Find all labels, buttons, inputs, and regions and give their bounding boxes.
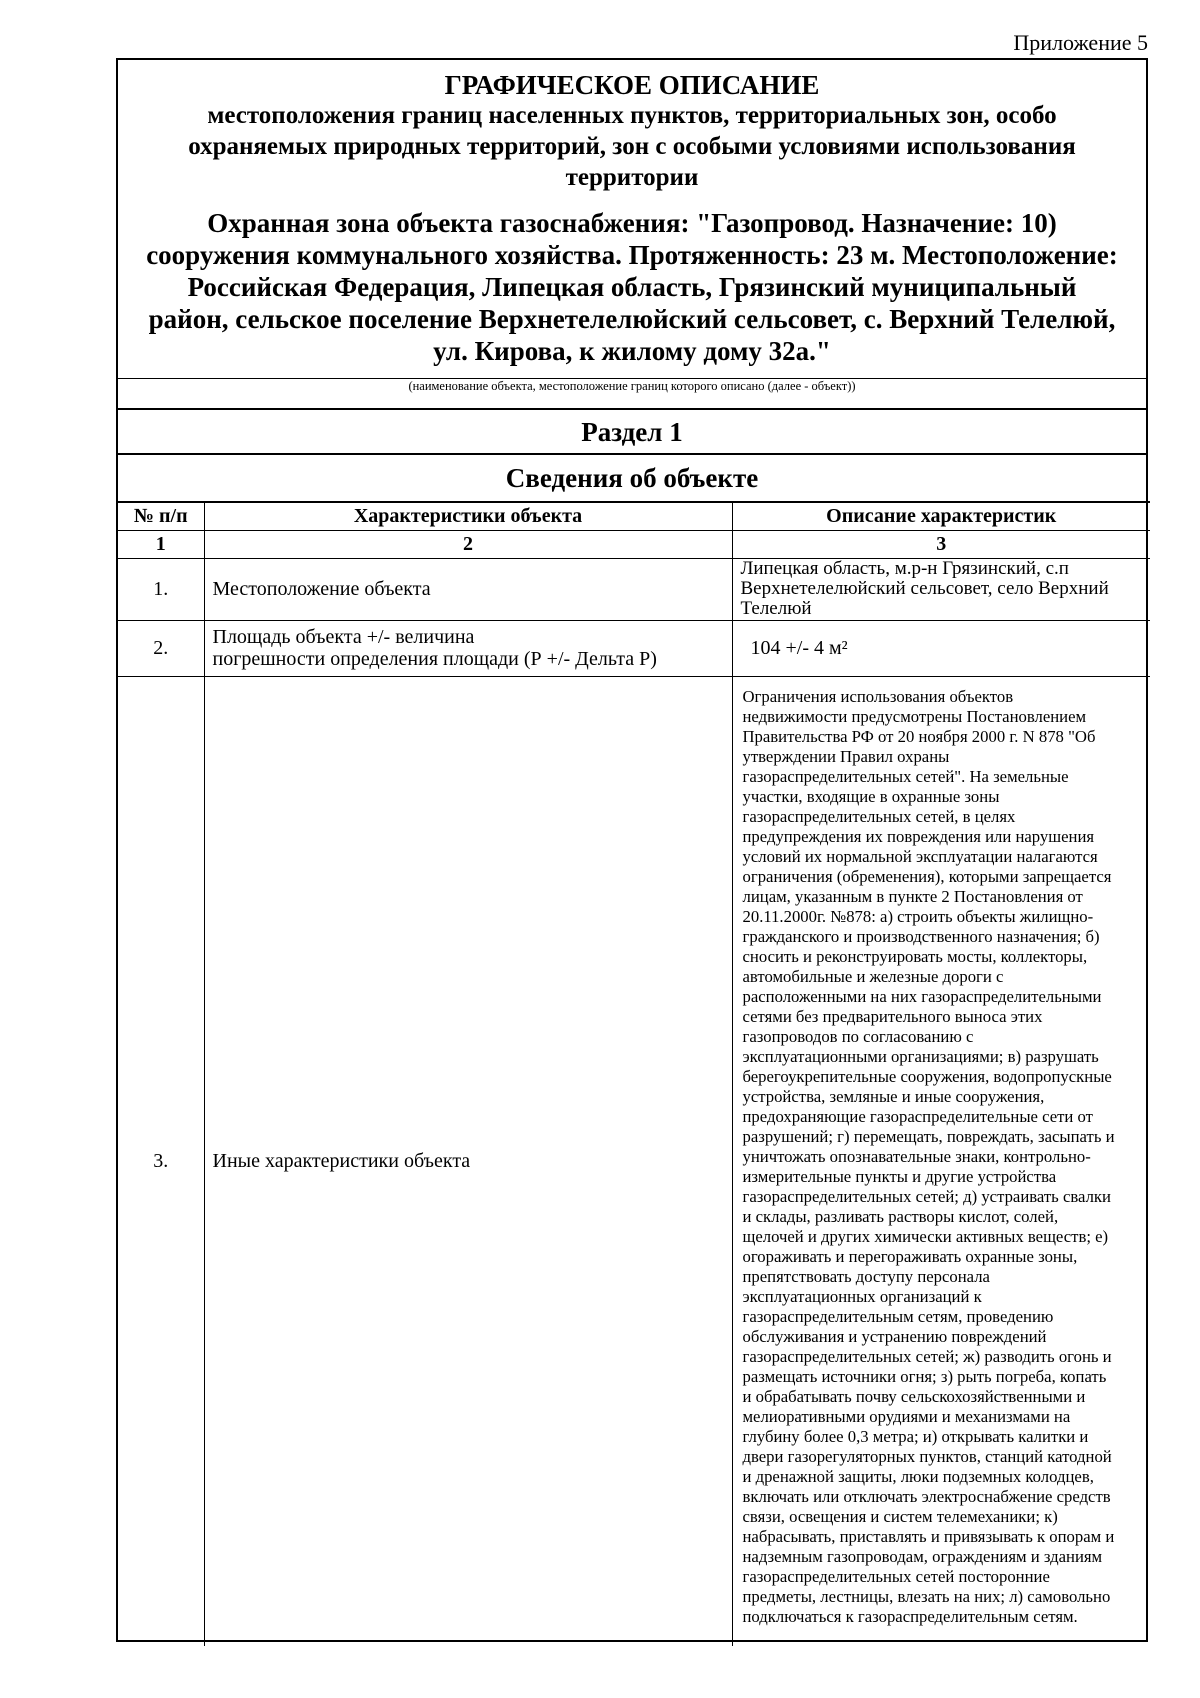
appendix-label: Приложение 5	[1013, 30, 1148, 55]
description-line: ограничения (обременения), которыми запрещается	[742, 866, 1112, 886]
column-number: 2	[204, 530, 732, 558]
subtitle-line: охраняемых природных территорий, зон с особыми условиями использования	[188, 133, 1076, 160]
row-characteristic: Местоположение объекта	[204, 558, 732, 620]
description-line: измерительные пункты и другие устройства	[742, 1166, 1057, 1186]
document-subtitle	[138, 100, 1126, 193]
object-name	[136, 207, 1128, 367]
description-line: предохраняющие газораспределительные сети от	[742, 1106, 1093, 1126]
table-row	[118, 558, 1150, 620]
row-number: 1.	[118, 558, 204, 620]
object-info-table	[118, 501, 1150, 1646]
description-line: гражданского и производственного назначения; б)	[742, 926, 1100, 946]
column-header: Характеристики объекта	[204, 502, 732, 530]
object-caption: (наименование объекта, местоположение границ которого описано (далее - объект))	[118, 378, 1146, 408]
description-line: эксплуатационными организациями; в) разрушать	[742, 1046, 1099, 1066]
description-line: газораспределительным сетям, проведению	[742, 1306, 1054, 1326]
row-description	[732, 558, 1150, 620]
description-line: Правительства РФ от 20 ноября 2000 г. N 878 "Об	[742, 726, 1096, 746]
table-row	[118, 620, 1150, 676]
row-characteristic	[204, 620, 732, 676]
description-line: Верхнетелелюйский сельсовет, село Верхний	[740, 578, 1109, 599]
description-line: газораспределительных сетей". На земельные	[742, 766, 1069, 786]
description-line: Липецкая область, м.р-н Грязинский, с.п	[740, 558, 1069, 579]
description-line: эксплуатационных организаций к	[742, 1286, 982, 1306]
description-line: набрасывать, приставлять и привязывать к опорам и	[742, 1526, 1115, 1546]
object-line: Охранная зона объекта газоснабжения: "Газопровод. Назначение: 10)	[207, 208, 1057, 238]
description-line: разрушений; г) перемещать, повреждать, засыпать и	[742, 1126, 1115, 1146]
description-line: двери газорегуляторных пунктов, станций катодной	[742, 1446, 1112, 1466]
description-line: 20.11.2000г. №878: а) строить объекты жилищно-	[742, 906, 1094, 926]
description-line: предупреждения их повреждения или нарушения	[742, 826, 1095, 846]
column-number: 1	[118, 530, 204, 558]
description-line: условий их нормальной эксплуатации налагаются	[742, 846, 1098, 866]
object-line: Российская Федерация, Липецкая область, Грязинский муниципальный	[187, 272, 1077, 302]
document-frame	[116, 58, 1148, 1642]
column-number: 3	[732, 530, 1150, 558]
description-line: подключаться к газораспределительным сетям.	[742, 1606, 1078, 1626]
description-line: расположенными на них газораспределительными	[742, 986, 1102, 1006]
description-line: огораживать и перегораживать охранные зоны,	[742, 1246, 1078, 1266]
description-line: сетями без предварительного выноса этих	[742, 1006, 1043, 1026]
description-line: размещать источники огня; з) рыть погреба, копать	[742, 1366, 1107, 1386]
subtitle-line: местоположения границ населенных пунктов, территориальных зон, особо	[207, 102, 1057, 129]
description-line: Телелюй	[740, 598, 812, 619]
description-line: и склады, разливать растворы кислот, солей,	[742, 1206, 1059, 1226]
description-line: участки, входящие в охранные зоны	[742, 786, 1000, 806]
row-number: 3.	[118, 676, 204, 1646]
section-title: Раздел 1	[118, 408, 1146, 453]
document-title: ГРАФИЧЕСКОЕ ОПИСАНИЕ	[444, 70, 820, 100]
description-line: обслуживания и устранению повреждений	[742, 1326, 1047, 1346]
description-line: газораспределительных сетей посторонние	[742, 1566, 1050, 1586]
document-header	[118, 60, 1146, 378]
description-line: щелочей и других химически активных веществ; е)	[742, 1226, 1109, 1246]
object-line: район, сельское поселение Верхнетелелюйский сельсовет, с. Верхний Телелюй,	[148, 304, 1116, 334]
description-line: сносить и реконструировать мосты, коллекторы,	[742, 946, 1088, 966]
description-line: газопроводов по согласованию с	[742, 1026, 974, 1046]
description-line: утверждении Правил охраны	[742, 746, 950, 766]
description-line: газораспределительных сетей; д) устраивать свалки	[742, 1186, 1111, 1206]
description-line: недвижимости предусмотрены Постановлением	[742, 706, 1087, 726]
object-line: ул. Кирова, к жилому дому 32а."	[433, 336, 831, 366]
column-header: Описание характеристик	[732, 502, 1150, 530]
description-line: Ограничения использования объектов	[742, 686, 1014, 706]
description-line: берегоукрепительные сооружения, водопропускные	[742, 1066, 1112, 1086]
characteristic-line: Площадь объекта +/- величина	[212, 626, 475, 648]
description-line: мелиоративными орудиями и механизмами на	[742, 1406, 1071, 1426]
description-line: и дренажной защиты, люки подземных колодцев,	[742, 1466, 1094, 1486]
description-line: устройства, земляные и иные сооружения,	[742, 1086, 1045, 1106]
info-title: Сведения об объекте	[118, 453, 1146, 501]
column-header: № п/п	[118, 502, 204, 530]
description-line: включать или отключать электроснабжение средств	[742, 1486, 1111, 1506]
row-description: 104 +/- 4 м²	[732, 620, 1150, 676]
table-header-row	[118, 502, 1150, 530]
row-description	[732, 676, 1150, 1646]
description-line: газораспределительных сетей; ж) разводить огонь и	[742, 1346, 1112, 1366]
characteristic-line: погрешности определения площади (Р +/- Дельта Р)	[212, 648, 657, 670]
description-line: глубину более 0,3 метра; и) открывать калитки и	[742, 1426, 1089, 1446]
row-number: 2.	[118, 620, 204, 676]
row-characteristic: Иные характеристики объекта	[204, 676, 732, 1646]
description-line: газораспределительных сетей, в целях	[742, 806, 1016, 826]
description-line: препятствовать доступу персонала	[742, 1266, 990, 1286]
description-line: связи, освещения и систем телемеханики; к)	[742, 1506, 1058, 1526]
object-line: сооружения коммунального хозяйства. Протяженность: 23 м. Местоположение:	[146, 240, 1118, 270]
table-row	[118, 676, 1150, 1646]
description-line: автомобильные и железные дороги с	[742, 966, 1004, 986]
subtitle-line: территории	[565, 164, 699, 191]
description-line: лицам, указанным в пункте 2 Постановления от	[742, 886, 1083, 906]
description-line: надземным газопроводам, ограждениям и зданиям	[742, 1546, 1103, 1566]
description-line: предметы, лестницы, влезать на них; л) самовольно	[742, 1586, 1111, 1606]
description-line: уничтожать опознавательные знаки, контрольно-	[742, 1146, 1091, 1166]
description-line: и обрабатывать почву сельскохозяйственными и	[742, 1386, 1086, 1406]
column-number-row	[118, 530, 1150, 558]
